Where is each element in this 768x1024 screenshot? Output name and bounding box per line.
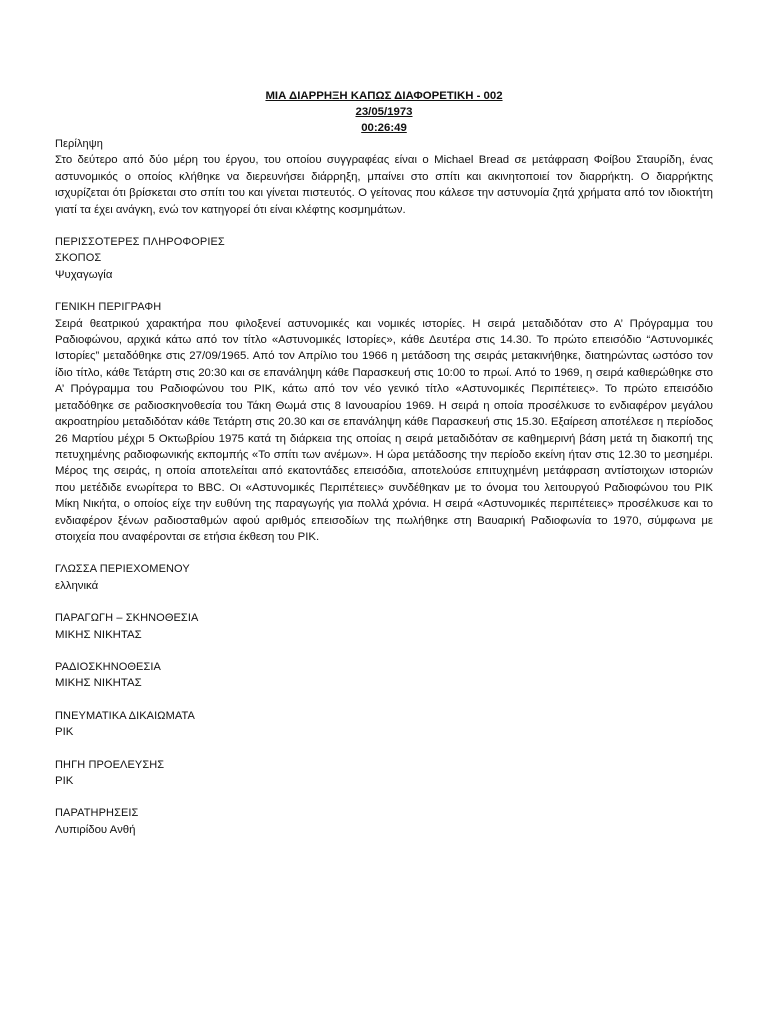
field-label: ΓΛΩΣΣΑ ΠΕΡΙΕΧΟΜΕΝΟΥ	[55, 563, 190, 576]
more-info-label: ΠΕΡΙΣΣΟΤΕΡΕΣ ΠΛΗΡΟΦΟΡΙΕΣ	[55, 236, 225, 249]
field-remarks	[55, 805, 713, 838]
purpose-value: Ψυχαγωγία	[55, 268, 113, 281]
field-value: ΜΙΚΗΣ ΝΙΚΗΤΑΣ	[55, 628, 142, 641]
field-source	[55, 757, 713, 790]
document-title: ΜΙΑ ΔΙΑΡΡΗΞΗ ΚΑΠΩΣ ΔΙΑΦΟΡΕΤΙΚΗ - 002	[265, 90, 503, 102]
field-label: ΠΑΡΑΓΩΓΗ – ΣΚΗΝΟΘΕΣΙΑ	[55, 612, 199, 625]
general-description-section	[55, 299, 713, 545]
field-label: ΡΑΔΙΟΣΚΗΝΟΘΕΣΙΑ	[55, 660, 161, 673]
document-page	[55, 88, 713, 838]
field-value: ΜΙΚΗΣ ΝΙΚΗΤΑΣ	[55, 677, 142, 690]
purpose-label: ΣΚΟΠΟΣ	[55, 252, 102, 265]
field-value: ΡΙΚ	[55, 775, 74, 787]
general-description-text: Σειρά θεατρικού χαρακτήρα που φιλοξενεί αστυνομικές και νομικές ιστορίες. Η σειρά μεταδιδόταν στο Α’ Πρόγραμμα του Ραδιοφώνου, αρχικά κάτω από τον τίτλο «Αστυνομικές Ιστορίες», κάθε Δευτέρα στις 14.30. Το πρώτο επεισόδιο “Αστυνομικές Ιστορίες” μεταδόθηκε στις 27/09/1965. Από τον Απρίλιο του 1966 η μετάδοση της σειράς μετακινήθηκε, διατηρώντας ωστόσο τον ίδιο τίτλο, κάθε Τετάρτη στις 20:30 και σε επανάληψη κάθε Παρασκευή στις 10:00 το πρωί. Από το 1969, η σειρά καθιερώθηκε στο Α’ Πρόγραμμα του Ραδιοφώνου του ΡΙΚ, κάτω από τον νέο γενικό τίτλο «Αστυνομικές Περιπέτειες». Το πρώτο επεισόδιο μεταδόθηκε σε ραδιοσκηνοθεσία του Τάκη Θωμά στις 8 Ιανουαρίου 1969. Η σειρά η οποία προσέλκυσε το ενδιαφέρον μεγάλου ακροατηρίου μεταδιδόταν κάθε Τετάρτη στις 20.30 και σε επανάληψη κάθε Παρασκευή στις 15.30. Εξαίρεση αποτέλεσε η περίοδος 26 Μαρτίου μέχρι 5 Οκτωβρίου 1975 κατά τη διάρκεια της οποίας η σειρά μεταδιδόταν σε καθημερινή βάση μετά τη διακοπή της πετυχημένης ραδιοφωνικής εκπομπής «Το σπίτι των ανέμων». Η ώρα μετάδοσης την περίοδο εκείνη ήταν στις 12.30 το μεσημέρι. Μέρος της σειράς, η οποία αποτελείται από εκατοντάδες επεισόδια, αποτελούσε επιτυχημένη μετάφραση αντίστοιχων ιστοριών που μετέδιδε ενωρίτερα το BBC. Οι «Αστυνομικές Περιπέτειες» συνδέθηκαν με το όνομα του λειτουργού Ραδιοφώνου του ΡΙΚ Μίκη Νικήτα, ο οποίος είχε την ευθύνη της παραγωγής για πολλά χρόνια. Η σειρά «Αστυνομικές περιπέτειες» προσέλκυσε και το ενδιαφέρον ξένων ραδιοσταθμών αφού αριθμός επεισοδίων της πωλήθηκε στη Βαυαρική Ραδιοφωνία το 1970, σύμφωνα με στοιχεία που αναφέρονται σε ετήσια έκθεση του ΡΙΚ.	[55, 317, 713, 543]
summary-label: Περίληψη	[55, 138, 103, 150]
summary-text: Στο δεύτερο από δύο μέρη του έργου, του οποίου συγγραφέας είναι ο Michael Bread σε μετάφραση Φοίβου Σταυρίδη, ένας αστυνομικός ο οποίος κλήθηκε να διερευνήσει διάρρηξη, μπαίνει στο σπίτι και ακινητοποιεί τον διαρρήκτη. Ο διαρρήκτης ισχυρίζεται ότι βρίσκεται στο σπίτι του και γίνεται πιστευτός. Ο γείτονας που κάλεσε την αστυνομία ζητά χρήματα από τον ιδιοκτήτη γιατί τα έχει ανάγκη, ενώ τον κατηγορεί ότι είναι κλέφτης κοσμημάτων.	[55, 154, 713, 216]
document-header	[55, 88, 713, 136]
field-label: ΠΗΓΗ ΠΡΟΕΛΕΥΣΗΣ	[55, 758, 165, 771]
summary-section	[55, 136, 713, 218]
field-value: ελληνικά	[55, 579, 99, 592]
field-label: ΠΑΡΑΤΗΡΗΣΕΙΣ	[55, 807, 139, 820]
field-value: Λυπιρίδου Ανθή	[55, 823, 136, 836]
field-radio-direction	[55, 659, 713, 692]
field-value: ΡΙΚ	[55, 726, 74, 739]
document-time: 00:26:49	[361, 122, 407, 134]
document-date: 23/05/1973	[355, 106, 413, 118]
general-description-label: ΓΕΝΙΚΗ ΠΕΡΙΓΡΑΦΗ	[55, 301, 162, 314]
field-label: ΠΝΕΥΜΑΤΙΚΑ ΔΙΚΑΙΩΜΑΤΑ	[55, 709, 195, 722]
field-language	[55, 561, 713, 594]
more-info-section	[55, 234, 713, 283]
field-production	[55, 610, 713, 643]
field-copyright	[55, 708, 713, 741]
